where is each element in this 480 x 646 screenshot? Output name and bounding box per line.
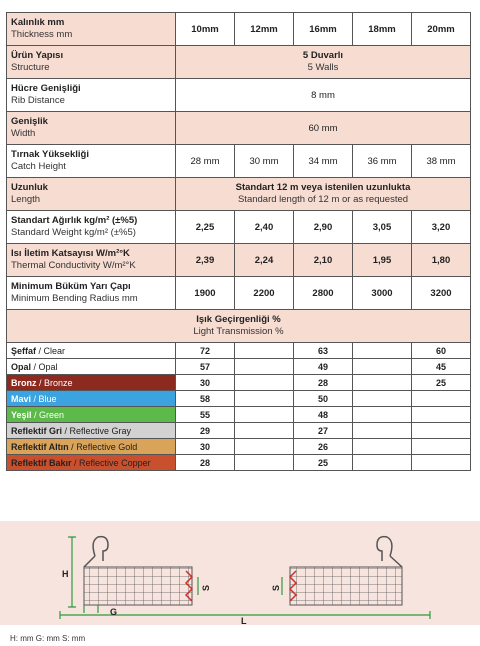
thickness-16: 16mm <box>294 13 353 46</box>
profile-drawing <box>0 521 480 625</box>
light-value <box>353 407 412 423</box>
rib-distance-value: 8 mm <box>176 79 471 112</box>
light-value <box>353 343 412 359</box>
light-value <box>353 455 412 471</box>
light-value: 28 <box>294 375 353 391</box>
light-row <box>7 455 471 471</box>
light-row <box>7 343 471 359</box>
dim-s-left: S <box>201 584 211 591</box>
thermal-value: 2,39 <box>176 244 235 277</box>
light-value <box>412 439 471 455</box>
light-value: 63 <box>294 343 353 359</box>
profile-diagram <box>0 521 480 625</box>
thickness-18: 18mm <box>353 13 412 46</box>
light-value: 57 <box>176 359 235 375</box>
row-structure <box>7 46 471 79</box>
row-thickness <box>7 13 471 46</box>
light-row-label: Reflektif Gri / Reflective Gray <box>7 423 176 439</box>
weight-value: 2,40 <box>235 211 294 244</box>
catch-height-value: 30 mm <box>235 145 294 178</box>
weight-value: 2,25 <box>176 211 235 244</box>
light-value <box>235 391 294 407</box>
light-value <box>412 455 471 471</box>
dim-l: L <box>241 616 247 625</box>
light-value <box>235 359 294 375</box>
light-value: 26 <box>294 439 353 455</box>
light-value <box>235 407 294 423</box>
catch-height-value: 28 mm <box>176 145 235 178</box>
left-profile <box>84 537 192 605</box>
light-row-label: Şeffaf / Clear <box>7 343 176 359</box>
bending-value: 2800 <box>294 277 353 310</box>
bending-value: 2200 <box>235 277 294 310</box>
length-value: Standart 12 m veya istenilen uzunlukta Standard length of 12 m or as requested <box>176 178 471 211</box>
weight-value: 2,90 <box>294 211 353 244</box>
light-rows <box>7 343 471 471</box>
light-value <box>235 375 294 391</box>
structure-value: 5 Duvarlı 5 Walls <box>176 46 471 79</box>
thickness-10: 10mm <box>176 13 235 46</box>
light-value: 72 <box>176 343 235 359</box>
light-value <box>412 391 471 407</box>
catch-height-value: 38 mm <box>412 145 471 178</box>
light-row <box>7 407 471 423</box>
light-value: 30 <box>176 439 235 455</box>
thickness-label: Kalınlık mm Thickness mm <box>7 13 176 46</box>
light-value <box>235 343 294 359</box>
light-value <box>353 375 412 391</box>
weight-value: 3,20 <box>412 211 471 244</box>
bending-value: 3000 <box>353 277 412 310</box>
light-value: 30 <box>176 375 235 391</box>
light-value <box>235 423 294 439</box>
light-value: 25 <box>412 375 471 391</box>
row-bending <box>7 277 471 310</box>
dim-s-right: S <box>271 584 281 591</box>
thermal-value: 1,80 <box>412 244 471 277</box>
row-rib-distance <box>7 79 471 112</box>
bending-value: 3200 <box>412 277 471 310</box>
light-value: 48 <box>294 407 353 423</box>
light-value: 55 <box>176 407 235 423</box>
row-length <box>7 178 471 211</box>
light-row <box>7 391 471 407</box>
length-label: Uzunluk Length <box>7 178 176 211</box>
light-value <box>353 423 412 439</box>
row-thermal <box>7 244 471 277</box>
light-value <box>235 439 294 455</box>
row-light-title <box>7 310 471 343</box>
light-value: 28 <box>176 455 235 471</box>
light-value <box>353 359 412 375</box>
width-label: Genişlik Width <box>7 112 176 145</box>
structure-label: Ürün Yapısı Structure <box>7 46 176 79</box>
light-title: Işık Geçirgenliği % Light Transmission % <box>7 310 471 343</box>
light-row-label: Yeşil / Green <box>7 407 176 423</box>
light-row-label: Reflektif Altın / Reflective Gold <box>7 439 176 455</box>
light-row <box>7 439 471 455</box>
dim-h: H <box>62 569 69 579</box>
dim-g: G <box>110 607 118 617</box>
light-value: 29 <box>176 423 235 439</box>
thermal-value: 1,95 <box>353 244 412 277</box>
light-value <box>235 455 294 471</box>
right-profile <box>290 537 402 605</box>
light-value <box>353 391 412 407</box>
light-value: 25 <box>294 455 353 471</box>
light-row-label: Reflektif Bakır / Reflective Copper <box>7 455 176 471</box>
light-value <box>412 407 471 423</box>
light-value: 45 <box>412 359 471 375</box>
spec-table <box>6 12 471 471</box>
light-value: 27 <box>294 423 353 439</box>
row-weight <box>7 211 471 244</box>
light-row-label: Opal / Opal <box>7 359 176 375</box>
light-value: 60 <box>412 343 471 359</box>
rib-distance-label: Hücre Genişliği Rib Distance <box>7 79 176 112</box>
thickness-20: 20mm <box>412 13 471 46</box>
row-catch-height <box>7 145 471 178</box>
light-row-label: Bronz / Bronze <box>7 375 176 391</box>
footnote: H: mm G: mm S: mm <box>10 634 86 643</box>
light-row <box>7 375 471 391</box>
thickness-12: 12mm <box>235 13 294 46</box>
light-value: 58 <box>176 391 235 407</box>
light-row <box>7 359 471 375</box>
weight-value: 3,05 <box>353 211 412 244</box>
weight-label: Standart Ağırlık kg/m² (±%5) Standard Weight kg/m² (±%5) <box>7 211 176 244</box>
row-width <box>7 112 471 145</box>
thermal-label: Isı İletim Katsayısı W/m²°K Thermal Conductivity W/m²°K <box>7 244 176 277</box>
light-row-label: Mavi / Blue <box>7 391 176 407</box>
light-value: 49 <box>294 359 353 375</box>
bending-label: Minimum Büküm Yarı Çapı Minimum Bending Radius mm <box>7 277 176 310</box>
catch-height-value: 36 mm <box>353 145 412 178</box>
thermal-value: 2,10 <box>294 244 353 277</box>
thermal-value: 2,24 <box>235 244 294 277</box>
light-value <box>353 439 412 455</box>
light-value: 50 <box>294 391 353 407</box>
width-value: 60 mm <box>176 112 471 145</box>
catch-height-label: Tırnak Yüksekliği Catch Height <box>7 145 176 178</box>
catch-height-value: 34 mm <box>294 145 353 178</box>
bending-value: 1900 <box>176 277 235 310</box>
light-value <box>412 423 471 439</box>
light-row <box>7 423 471 439</box>
